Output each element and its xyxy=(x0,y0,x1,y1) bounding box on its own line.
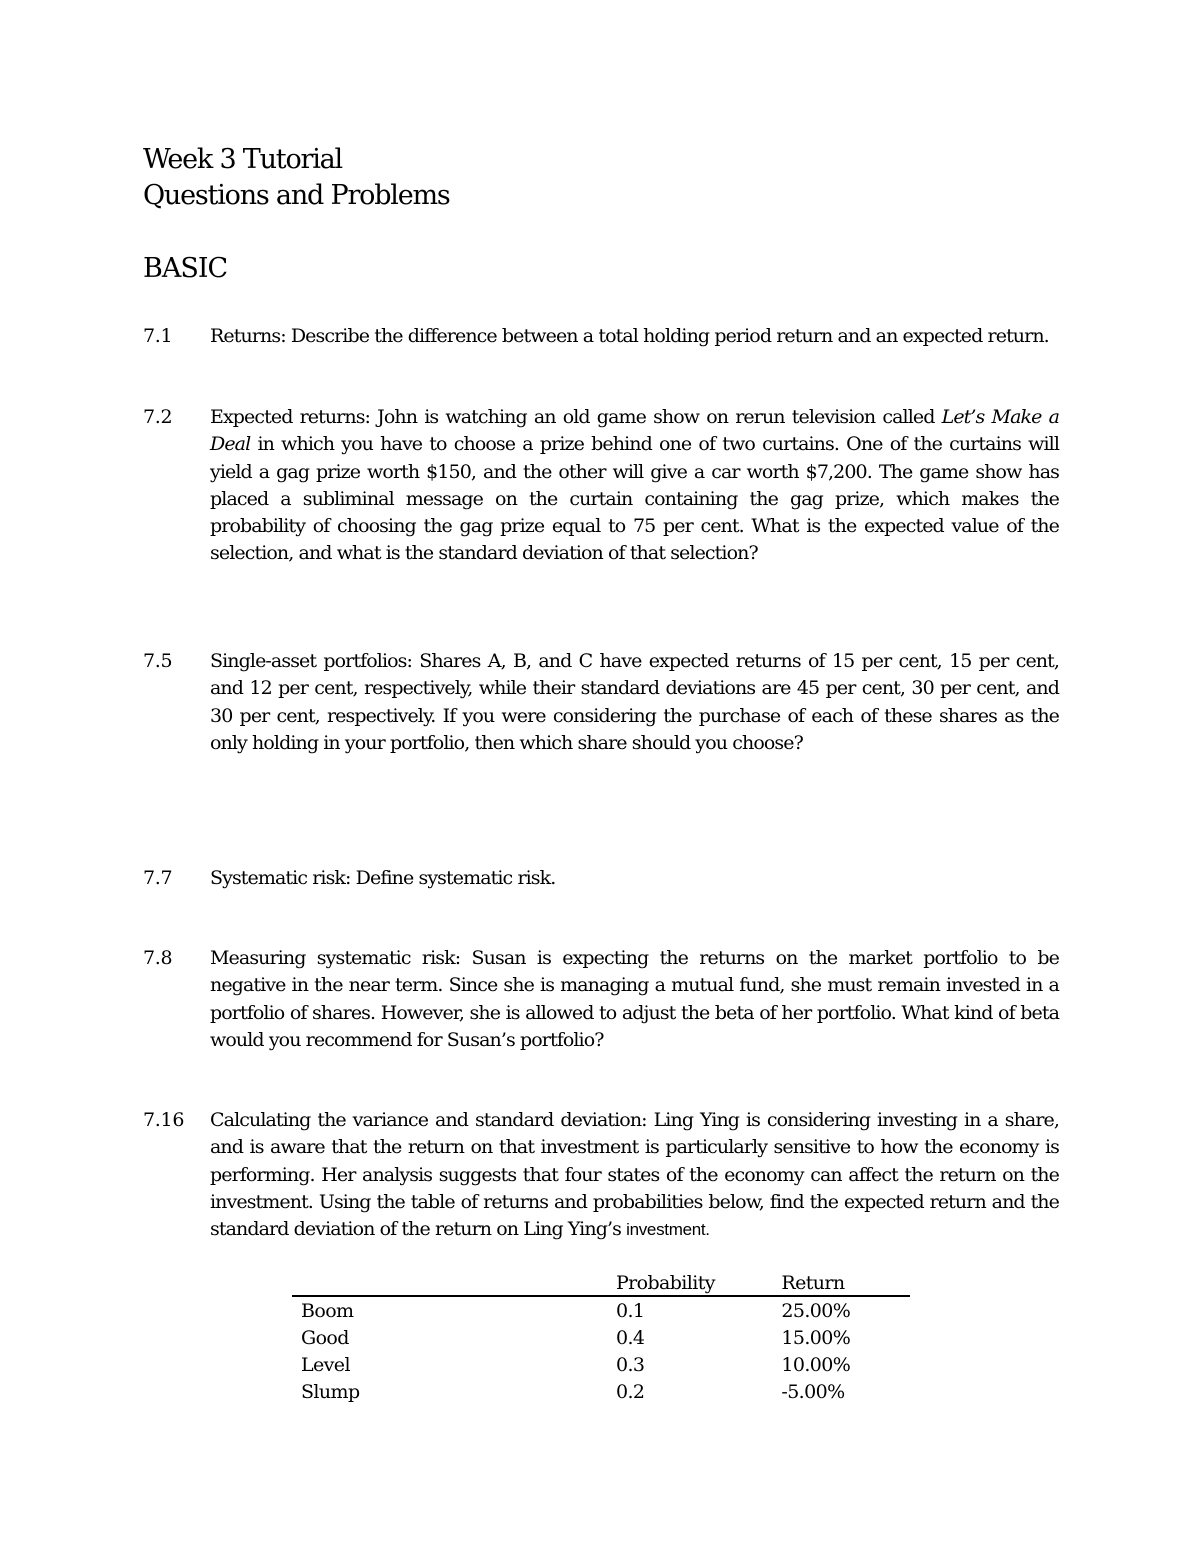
table-header-cell xyxy=(292,1270,616,1296)
table-cell: 0.2 xyxy=(615,1380,645,1403)
question-text: Measuring systematic risk: Susan is expecting the returns on the market portfolio to be negative in the near term. Since she is managing a mutual fund, she must remain invested in a portfolio of shares. However, she is allowed to adjust the beta of her portfolio. What kind of beta would you recommend for Susan’s portfolio? xyxy=(210,947,1059,1051)
table-cell: Slump xyxy=(301,1380,360,1403)
table-row xyxy=(292,1351,910,1378)
table-row xyxy=(292,1296,910,1324)
question-text xyxy=(210,1107,1059,1243)
section-heading: BASIC xyxy=(143,253,228,284)
table-cell: 10.00% xyxy=(781,1353,851,1376)
returns-table xyxy=(292,1270,910,1405)
question-number: 7.5 xyxy=(143,650,173,672)
table-cell: 0.3 xyxy=(615,1353,645,1376)
question-text: Systematic risk: Define systematic risk. xyxy=(210,867,556,889)
question-number: 7.16 xyxy=(143,1109,185,1131)
table-cell: Boom xyxy=(301,1299,354,1322)
table-header-cell: Return xyxy=(781,1270,910,1296)
question-text-tail: investment. xyxy=(626,1220,710,1240)
title-line-1: Week 3 Tutorial xyxy=(143,144,342,175)
question-text xyxy=(210,404,1059,568)
table-cell: -5.00% xyxy=(781,1380,845,1403)
question-number: 7.8 xyxy=(143,947,173,969)
question-number: 7.2 xyxy=(143,406,173,428)
table-header-cell: Probability xyxy=(616,1270,781,1296)
question-text: Returns: Describe the difference between a total holding period return and an expected return. xyxy=(210,325,1049,347)
table-row xyxy=(292,1378,910,1405)
question-number: 7.7 xyxy=(143,867,173,889)
question-text-part: in which you have to choose a prize behind one of two curtains. One of the curtains will yield a gag prize worth $150, and the other will give a car worth $7,200. The game show has placed a subliminal message on the curtain containing the gag prize, which makes the probability of choosing the gag prize equal to 75 per cent. What is the expected value of the selection, and what is the standard deviation of that selection? xyxy=(210,433,1059,565)
table-cell: Level xyxy=(301,1353,350,1376)
question-text-part: Expected returns: John is watching an old game show on rerun television called xyxy=(210,406,942,428)
table-row xyxy=(292,1324,910,1351)
table-cell: 0.1 xyxy=(615,1299,645,1322)
table-header-row xyxy=(292,1270,910,1296)
show-title-italic: Let’s Make a Deal xyxy=(210,406,1060,456)
table-cell: 15.00% xyxy=(781,1326,851,1349)
question-number: 7.1 xyxy=(143,325,173,347)
title-line-2: Questions and Problems xyxy=(143,180,450,211)
table-cell: 25.00% xyxy=(781,1299,851,1322)
table-cell: Good xyxy=(301,1326,349,1349)
question-text-part: Calculating the variance and standard deviation: Ling Ying is considering investing in a share, and is aware that the return on that investment is particularly sensitive to how the economy is performing. Her analysis suggests that four states of the economy can affect the return on the investment. Using the table of returns and probabilities below, find the expected return and the standard deviation of the return on Ling Ying’s xyxy=(210,1109,1059,1241)
table-cell: 0.4 xyxy=(615,1326,645,1349)
question-text: Single-asset portfolios: Shares A, B, and C have expected returns of 15 per cent, 15 per cent, and 12 per cent, respectively, while their standard deviations are 45 per cent, 30 per cent, and 30 per cent, respectively. If you were considering the purchase of each of these shares as the only holding in your portfolio, then which share should you choose? xyxy=(210,650,1059,754)
